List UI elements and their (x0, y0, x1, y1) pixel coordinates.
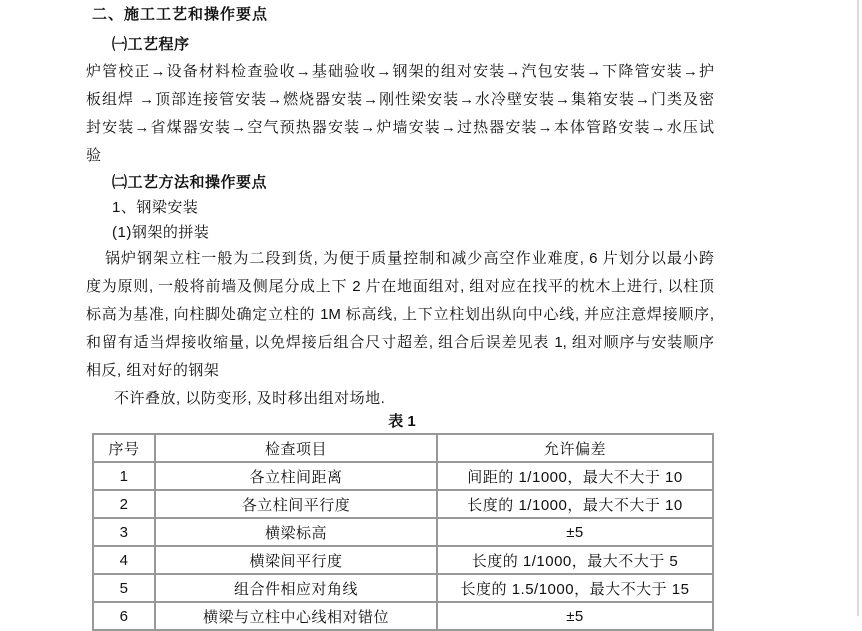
paragraph-line: 炉管校正→设备材料检查验收→基础验收→钢架的组对安装→汽包安装→下降管安装→护 (86, 63, 714, 80)
table-cell-item: 横梁与立柱中心线相对错位 (155, 602, 437, 630)
table-cell-tolerance: ±5 (437, 518, 713, 546)
table-cell-tolerance: 间距的 1/1000，最大不大于 10 (437, 462, 713, 490)
page-title: 二、施工工艺和操作要点 (92, 6, 269, 23)
table-cell-index: 3 (93, 518, 155, 546)
table-cell-tolerance: ±5 (437, 602, 713, 630)
table-row (93, 546, 713, 574)
table-header-row (93, 434, 713, 462)
table-row (93, 490, 713, 518)
paragraph-line: 标高为基准, 向柱脚处确定立柱的 1M 标高线, 上下立柱划出纵向中心线, 并应注意焊接顺序, (86, 306, 714, 323)
paragraph-line: 和留有适当焊接收缩量, 以免焊接后组合尺寸超差, 组合后误差见表 1, 组对顺序与安装顺序 (86, 334, 714, 351)
table-cell-item: 各立柱间距离 (155, 462, 437, 490)
paragraph-line: 验 (86, 147, 102, 164)
table-row (93, 574, 713, 602)
table-cell-index: 4 (93, 546, 155, 574)
paragraph-line: 度为原则, 一般将前墙及侧尾分成上下 2 片在地面组对, 组对应在找平的枕木上进行, 以柱顶 (86, 278, 714, 295)
document-content (86, 0, 714, 631)
paragraph-no-stacking: 不许叠放, 以防变形, 及时移出组对场地. (114, 390, 386, 407)
table-header-item: 检查项目 (155, 434, 437, 462)
table-row (93, 462, 713, 490)
table-header-tolerance: 允许偏差 (437, 434, 713, 462)
table-cell-index: 6 (93, 602, 155, 630)
paragraph-line: 板组焊 →顶部连接管安装→燃烧器安装→刚性梁安装→水冷壁安装→集箱安装→门类及密 (86, 91, 714, 108)
sub-heading-frame-assembly: (1)钢架的拼装 (112, 224, 210, 241)
table-cell-item: 各立柱间平行度 (155, 490, 437, 518)
table-row (93, 518, 713, 546)
table-header-index: 序号 (93, 434, 155, 462)
table-cell-index: 2 (93, 490, 155, 518)
process-flow-paragraph (86, 58, 714, 170)
table-cell-index: 1 (93, 462, 155, 490)
table-cell-item: 组合件相应对角线 (155, 574, 437, 602)
table-cell-item: 横梁标高 (155, 518, 437, 546)
table-row (93, 602, 713, 630)
table-cell-index: 5 (93, 574, 155, 602)
paragraph-line: 相反, 组对好的钢架 (86, 362, 220, 379)
table-caption: 表 1 (388, 413, 416, 430)
table-cell-tolerance: 长度的 1.5/1000，最大不大于 15 (437, 574, 713, 602)
table-cell-item: 横梁间平行度 (155, 546, 437, 574)
section-heading-methods: ㈡工艺方法和操作要点 (112, 174, 268, 191)
tolerance-table (92, 433, 714, 631)
page-edge-line (857, 0, 859, 616)
paragraph-line: 封安装→省煤器安装→空气预热器安装→炉墙安装→过热器安装→本体管路安装→水压试 (86, 119, 714, 136)
body-paragraph (86, 245, 714, 385)
table-cell-tolerance: 长度的 1/1000，最大不大于 10 (437, 490, 713, 518)
section-heading-process: ㈠工艺程序 (112, 36, 190, 53)
table-cell-tolerance: 长度的 1/1000，最大不大于 5 (437, 546, 713, 574)
sub-heading-steel-beam: 1、钢梁安装 (112, 199, 199, 216)
paragraph-line: 锅炉钢架立柱一般为二段到货, 为便于质量控制和减少高空作业难度, 6 片划分以最小跨 (105, 250, 714, 267)
